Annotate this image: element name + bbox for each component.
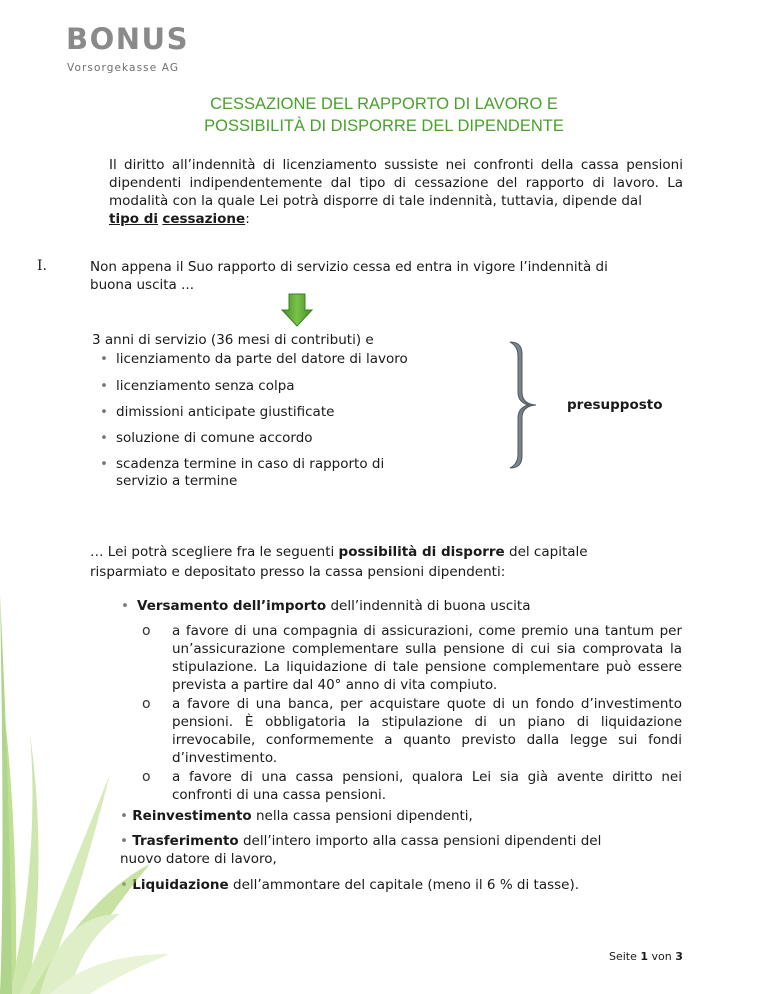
option-reinvest	[120, 807, 660, 825]
intro-bold-type: tipo di	[109, 211, 159, 227]
condition-item: • dimissioni anticipate giustificate	[116, 404, 436, 420]
sub-option-marker: o	[142, 769, 151, 785]
sub-option-marker: o	[142, 623, 151, 639]
option-transfer-bold: Trasferimento	[132, 833, 239, 849]
sub-option-text: a favore di una compagnia di assicurazioni, come premio una tantum per un’assicurazione complementare sulla pensione di cui sia comprovata la stipulazione. La liquidazione di tale pensione complementare può essere prevista a partire dal 40° anno di vita compiuto.	[172, 623, 682, 693]
options-intro-after: del capitale risparmiato e depositato presso la cassa pensioni dipendenti:	[90, 544, 588, 580]
option-liquidation-rest: dell’ammontare del capitale (meno il 6 % di tasse).	[228, 877, 580, 893]
curly-brace-icon	[506, 340, 546, 470]
grass-decoration	[0, 394, 190, 994]
sub-option-text: a favore di una banca, per acquistare quote di un fondo d’investimento pensioni. È obbligatoria la stipulazione di un piano di liquidazione irrevocabile, conformemente a quanto previsto dalla legge sui fondi d’investimento.	[172, 696, 682, 766]
option-payment-bold: Versamento dell’importo	[137, 598, 327, 614]
condition-item: • scadenza termine in caso di rapporto di servizio a termine	[116, 456, 416, 490]
intro-bold-cessation: cessazione	[162, 211, 246, 227]
intro-colon: :	[245, 211, 250, 227]
option-payment-rest: dell’indennità di buona uscita	[326, 598, 531, 614]
option-liquidation-bold: Liquidazione	[132, 877, 229, 893]
footer-middle: von	[648, 950, 676, 963]
intro-paragraph	[109, 156, 683, 228]
condition-item: • soluzione di comune accordo	[116, 430, 436, 446]
bullet-marker: •	[120, 833, 128, 849]
section-intro: Non appena il Suo rapporto di servizio cessa ed entra in vigore l’indennità di buona uscita ...	[90, 259, 608, 293]
sub-option-marker: o	[142, 696, 151, 712]
options-intro-bold: possibilità di disporre	[338, 544, 505, 560]
footer-total: 3	[675, 950, 683, 963]
condition-item: • licenziamento senza colpa	[116, 378, 436, 394]
logo-wordmark: BONUS	[66, 22, 189, 56]
logo-subtitle: Vorsorgekasse AG	[67, 62, 180, 74]
page-title-line1: CESSAZIONE DEL RAPPORTO DI LAVORO E	[210, 95, 558, 113]
page-title-line2: POSSIBILITÀ DI DISPORRE DEL DIPENDENTE	[204, 117, 564, 135]
option-payment	[137, 598, 530, 614]
footer-page: 1	[640, 950, 649, 963]
condition-item: • licenziamento da parte del datore di lavoro	[116, 351, 436, 367]
option-reinvest-bold: Reinvestimento	[132, 808, 252, 824]
option-transfer-rest: dell’intero importo alla cassa pensioni dipendenti del nuovo datore di lavoro,	[120, 833, 602, 867]
option-liquidation	[120, 876, 660, 894]
conditions-heading: 3 anni di servizio (36 mesi di contributi) e	[92, 332, 374, 348]
sub-option	[142, 695, 682, 767]
section-numeral: I.	[37, 258, 47, 274]
sub-option	[142, 768, 682, 804]
sub-option-text: a favore di una cassa pensioni, qualora Lei sia già avente diritto nei confronti di una cassa pensioni.	[172, 769, 682, 803]
option-reinvest-rest: nella cassa pensioni dipendenti,	[251, 808, 473, 824]
options-intro-before: … Lei potrà scegliere fra le seguenti	[90, 544, 339, 560]
condition-label: presupposto	[567, 397, 663, 413]
intro-text: Il diritto all’indennità di licenziamento sussiste nei confronti della cassa pensioni dipendenti indipendentemente dal tipo di cessazione del rapporto di lavoro. La modalità con la quale Lei potrà disporre di tale indennità, tuttavia, dipende dal	[109, 157, 683, 209]
page-footer	[609, 950, 683, 963]
down-arrow-icon	[280, 293, 314, 327]
option-transfer	[120, 832, 630, 868]
bullet-marker: •	[120, 808, 128, 824]
footer-prefix: Seite	[609, 950, 641, 963]
sub-option	[142, 622, 682, 694]
